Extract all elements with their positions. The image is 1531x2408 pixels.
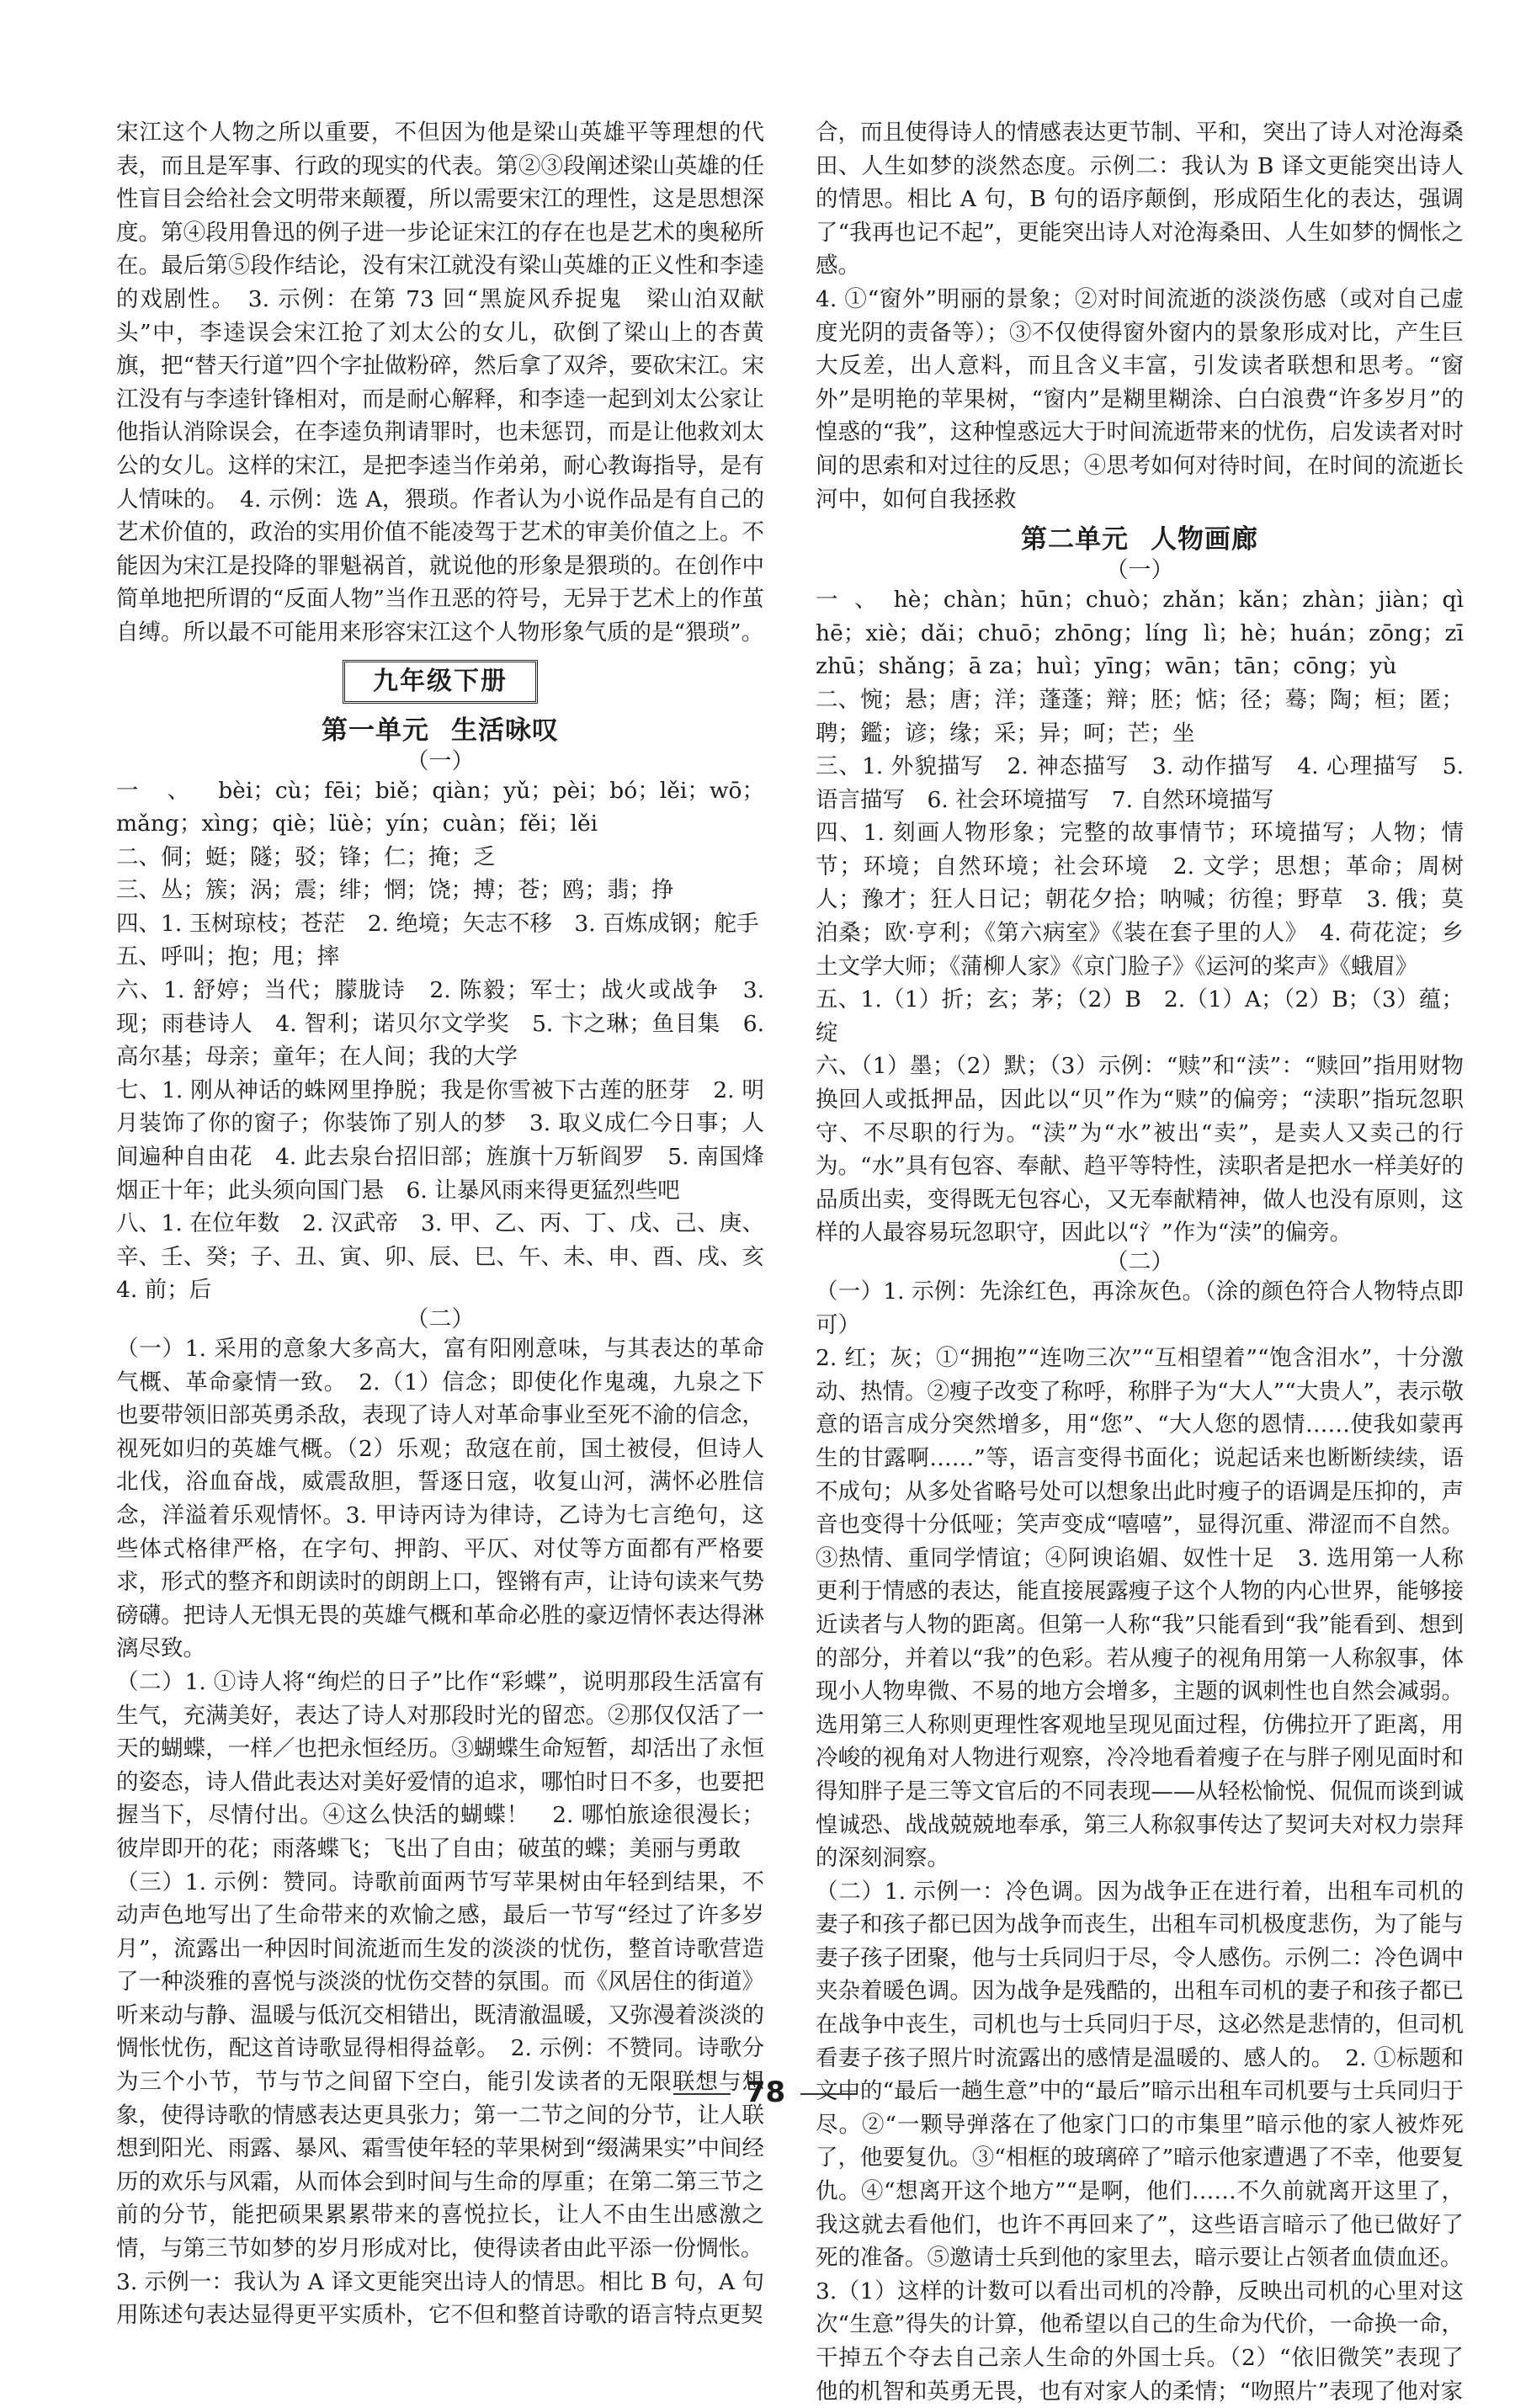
unit-theme: 人物画廊: [1151, 524, 1258, 555]
answer-item: 六、（1）墨；（2）默；（3）示例：“赎”和“渎”：“赎回”指用财物换回人或抵押品，因此以“贝”作为“赎”的偏旁；“渎职”指玩忽职守、不尽职的行为。“渎”为“水”被出“卖”，是卖人又卖己的行为。“水”具有包容、奉献、趋平等特性，渎职者是把水一样美好的品质出卖，变得既无包容心，又无奉献精神，做人也没有原则，这样的人最容易玩忽职守，因此以“氵”作为“渎”的偏旁。: [816, 1053, 1464, 1247]
unit-title: [116, 712, 764, 749]
page-number-dash-right: [800, 2093, 858, 2095]
answer-item: 四、1. 玉树琼枝；苍茫 2. 绝境；矢志不移 3. 百炼成钢；舵手: [116, 910, 759, 937]
page-number: [0, 2076, 1531, 2109]
section-heading: （二）: [406, 1306, 475, 1332]
section-heading: （一）: [406, 747, 475, 774]
section-heading: （一）: [1105, 557, 1174, 584]
answer-item: 三、丛；簇；涡；震；绯；惘；饶；搏；苍；鸥；翡；挣: [116, 877, 674, 904]
answer-item: （一）1. 采用的意象大多高大，富有阳刚意味，与其表达的革命气概、革命豪情一致。 2.（1）信念；即使化作鬼魂，九泉之下也要带领旧部英勇杀敌，表现了诗人对革命事业至死不渝的信念，视死如归的英雄气概。（2）乐观；敌寇在前，国土被侵，但诗人北伐，浴血奋战，威震敌胆，誓逐日寇，收复山河，满怀必胜信念，洋溢着乐观情怀。3. 甲诗丙诗为律诗，乙诗为七言绝句，这些体式格律严格，在字句、押韵、平仄、对仗等方面都有严格要求，形式的整齐和朗读时的朗朗上口，铿锵有声，让诗句读来气势磅礴。把诗人无惧无畏的英雄气概和革命必胜的豪迈情怀表达得淋漓尽致。: [116, 1336, 764, 1662]
book-title-box: 九年级下册: [343, 660, 538, 704]
right-intro-paragraph: 合，而且使得诗人的情感表达更节制、平和，突出了诗人对沧海桑田、人生如梦的淡然态度。示例二：我认为 B 译文更能突出诗人的情思。相比 A 句，B 句的语序颠倒，形成陌生化的表达，强调了“我再也记不起”，更能突出诗人对沧海桑田、人生如梦的惆怅之感。: [816, 120, 1464, 279]
answer-item: （二）1. ①诗人将“绚烂的日子”比作“彩蝶”，说明那段生活富有生气，充满美好，表达了诗人对那段时光的留恋。②那仅仅活了一天的蝴蝶，一样／也把永恒经历。③蝴蝶生命短暂，却活出了永恒的姿态，诗人借此表达对美好爱情的追求，哪怕时日不多，也要把握当下，尽情付出。④这么快活的蝴蝶！ 2. 哪怕旅途很漫长；彼岸即开的花；雨落蝶飞；飞出了自由；破茧的蝶；美丽与勇敢: [116, 1668, 764, 1862]
answer-item: （三）1. 示例：赞同。诗歌前面两节写苹果树由年轻到结果，不动声色地写出了生命带来的欢愉之感，最后一节写“经过了许多岁月”，流露出一种因时间流逝而生发的淡淡的忧伤，整首诗歌营造了一种淡雅的喜悦与淡淡的忧伤交替的氛围。而《风居住的街道》听来动与静、温暖与低沉交相错出，既清澈温暖，又弥漫着淡淡的惆怅忧伤，配这首诗歌显得相得益彰。 2. 示例：不赞同。诗歌分为三个小节，节与节之间留下空白，能引发读者的无限联想与想象，使得诗歌的情感表达更具张力；第一二节之间的分节，让人联想到阳光、雨露、暴风、霜雪使年轻的苹果树到“缀满果实”中间经历的欢乐与风霜，从而体会到时间与生命的厚重；在第二第三节之前的分节，能把硕果累累带来的喜悦拉长，让人不由生出感激之情，与第三节如梦的岁月形成对比，使得读者由此平添一份惆怅。: [116, 1868, 764, 2262]
answer-item: 五、1.（1）折；玄；茅；（2）B 2.（1）A；（2）B；（3）蕴；绽: [816, 986, 1464, 1046]
unit-number: 第一单元: [322, 715, 429, 746]
answer-item: 二、侗；蜓；隧；驳；锋；仁；掩；乏: [116, 843, 496, 870]
page-number-text: 78: [745, 2076, 786, 2109]
answer-item: （一）1. 示例：先涂红色，再涂灰色。（涂的颜色符合人物特点即可）: [816, 1278, 1464, 1338]
page-number-dash-left: [673, 2093, 731, 2095]
answer-item: 2. 红；灰；①“拥抱”“连吻三次”“互相望着”“饱含泪水”，十分激动、热情。②瘦子改变了称呼，称胖子为“大人”“大贵人”，表示敬意的语言成分突然增多，用“您”、“大人您的恩情……使我如蒙再生的甘露啊……”等，语言变得书面化；说起话来也断断续续，语不成句；从多处省略号处可以想象出此时瘦子的语调是压抑的，声音也变得十分低哑；笑声变成“嘻嘻”，显得沉重、滞涩而不自然。③热情、重同学情谊；④阿谀谄媚、奴性十足 3. 选用第一人称更利于情感的表达，能直接展露瘦子这个人物的内心世界，能够接近读者与人物的距离。但第一人称“我”只能看到“我”能看到、想到的部分，并着以“我”的色彩。若从瘦子的视角用第一人称叙事，体现小人物卑微、不易的地方会增多，主题的讽刺性也自然会减弱。选用第三人称则更理性客观地呈现见面过程，仿佛拉开了距离，用冷峻的视角对人物进行观察，冷冷地看着瘦子在与胖子刚见面时和得知胖子是三等文官后的不同表现——从轻松愉悦、侃侃而谈到诚惶诚恐、战战兢兢地奉承，第三人称叙事传达了契诃夫对权力崇拜的深刻洞察。: [816, 1345, 1464, 1872]
answer-item: 3. 示例一：我认为 A 译文更能突出诗人的情思。相比 B 句，A 句用陈述句表达显得更平实质朴，它不但和整首诗歌的语言特点更契: [116, 2268, 764, 2329]
section-heading: （二）: [1105, 1249, 1174, 1275]
answer-item: 七、1. 刚从神话的蛛网里挣脱；我是你雪被下古莲的胚芽 2. 明月装饰了你的窗子；你装饰了别人的梦 3. 取义成仁今日事；人间遍种自由花 4. 此去泉台招旧部；旌旗十万斩阎罗 5. 南国烽烟正十年；此头须向国门悬 6. 让暴风雨来得更猛烈些吧: [116, 1076, 764, 1204]
right-column: [816, 116, 1464, 2408]
answer-item: 六、1. 舒婷；当代；朦胧诗 2. 陈毅；军士；战火或战争 3. 现；雨巷诗人 4. 智利；诺贝尔文学奖 5. 卞之琳；鱼目集 6. 高尔基；母亲；童年；在人间；我的大学: [116, 977, 764, 1071]
unit-theme: 生活咏叹: [451, 715, 559, 746]
unit-title: [816, 521, 1464, 558]
answer-item: 一、bèi；cù；fēi；biě；qiàn；yǔ；pèi；bó；lěi；wō；mǎng；xìng；qiè；lüè；yín；cuàn；fěi；lěi: [116, 777, 764, 837]
answer-item: 三、1. 外貌描写 2. 神态描写 3. 动作描写 4. 心理描写 5. 语言描写 6. 社会环境描写 7. 自然环境描写: [816, 753, 1464, 813]
answer-item: 八、1. 在位年数 2. 汉武帝 3. 甲、乙、丙、丁、戊、己、庚、辛、壬、癸；子、丑、寅、卯、辰、巳、午、未、申、酉、戌、亥 4. 前；后: [116, 1210, 787, 1304]
unit-number: 第二单元: [1021, 524, 1129, 555]
answer-item: 一、hè；chàn；hūn；chuò；zhǎn；kǎn；zhàn；jiàn；qì hē；xiè；dǎi；chuō；zhōng；líng lì；hè；huán；zōng；zī zhū；shǎng；ā za；huì；yīng；wān；tān；cōng；yù: [816, 587, 1464, 680]
answer-item: 3.（1）这样的计数可以看出司机的冷静，反映出司机的心里对这次“生意”得失的计算，他希望以自己的生命为代价，一命换一命，干掉五个夺去自己亲人生命的外国士兵。（2）“依旧微笑”表现了他的机智和英勇无畏，也有对家人的柔情；“吻照片”表现了他对家: [816, 2278, 1464, 2405]
answer-item: 四、1. 刻画人物形象；完整的故事情节；环境描写；人物；情节；环境；自然环境；社会环境 2. 文学；思想；革命；周树人；豫才；狂人日记；朝花夕拾；呐喊；彷徨；野草 3. 俄；莫泊桑；欧·亨利；《第六病室》《装在套子里的人》 4. 荷花淀；乡土文学大师；《蒲柳人家》《京门脸子》《运河的桨声》《蛾眉》: [816, 820, 1464, 980]
right-intro-paragraph: 4. ①“窗外”明丽的景象；②对时间流逝的淡淡伤感（或对自己虚度光阴的责备等）；③不仅使得窗外窗内的景象形成对比，产生巨大反差，出人意料，而且含义丰富，引发读者联想和思考。“窗外”是明艳的苹果树，“窗内”是糊里糊涂、白白浪费“许多岁月”的惶惑的“我”，这种惶惑远大于时间流逝带来的忧伤，启发读者对时间的思索和对过往的反思；④思考如何对待时间，在时间的流逝长河中，如何自我拯救: [816, 285, 1464, 513]
answer-item: 二、惋；悬；唐；洋；蓬蓬；辩；胚；惦；径；蓦；陶；桓；匿；聘；鑑；谚；缘；采；异；呵；芒；坐: [816, 686, 1464, 747]
answer-item: 五、呼叫；抱；甩；摔: [116, 944, 339, 970]
left-intro-paragraph: 宋江这个人物之所以重要，不但因为他是梁山英雄平等理想的代表，而且是军事、行政的现实的代表。第②③段阐述梁山英雄的任性盲目会给社会文明带来颠覆，所以需要宋江的理性，这是思想深度。第④段用鲁迅的例子进一步论证宋江的存在也是艺术的奥秘所在。最后第⑤段作结论，没有宋江就没有梁山英雄的正义性和李逵的戏剧性。 3. 示例：在第 73 回“黑旋风乔捉鬼 梁山泊双献头”中，李逵误会宋江抢了刘太公的女儿，砍倒了梁山上的杏黄旗，把“替天行道”四个字扯做粉碎，然后拿了双斧，要砍宋江。宋江没有与李逵针锋相对，而是耐心解释，和李逵一起到刘太公家让他指认消除误会，在李逵负荆请罪时，也未惩罚，而是让他救刘太公的女儿。这样的宋江，是把李逵当作弟弟，耐心教诲指导，是有人情味的。 4. 示例：选 A，猥琐。作者认为小说作品是有自己的艺术价值的，政治的实用价值不能凌驾于艺术的审美价值之上。不能因为宋江是投降的罪魁祸首，就说他的形象是猥琐的。在创作中简单地把所谓的“反面人物”当作丑恶的符号，无异于艺术上的作茧自缚。所以最不可能用来形容宋江这个人物形象气质的是“猥琐”。: [116, 120, 764, 646]
answer-item: （二）1. 示例一：冷色调。因为战争正在进行着，出租车司机的妻子和孩子都已因为战争而丧生，出租车司机极度悲伤，为了能与妻子孩子团聚，他与士兵同归于尽，令人感伤。示例二：冷色调中夹杂着暖色调。因为战争是残酷的，出租车司机的妻子和孩子都已在战争中丧生，司机也与士兵同归于尽，这必然是悲情的，但司机看妻子孩子照片时流露出的感情是温暖的、感人的。 2. ①标题和文中的“最后一趟生意”中的“最后”暗示出租车司机要与士兵同归于尽。②“一颗导弹落在了他家门口的市集里”暗示他的家人被炸死了，他要复仇。③“相框的玻璃碎了”暗示他家遭遇了不幸，他要复仇。④“想离开这个地方”“是啊，他们……不久前就离开这里了，我这就去看他们，也许不再回来了”，这些语言暗示了他已做好了死的准备。⑤邀请士兵到他的家里去，暗示要让占领者血债血还。: [816, 1878, 1464, 2272]
